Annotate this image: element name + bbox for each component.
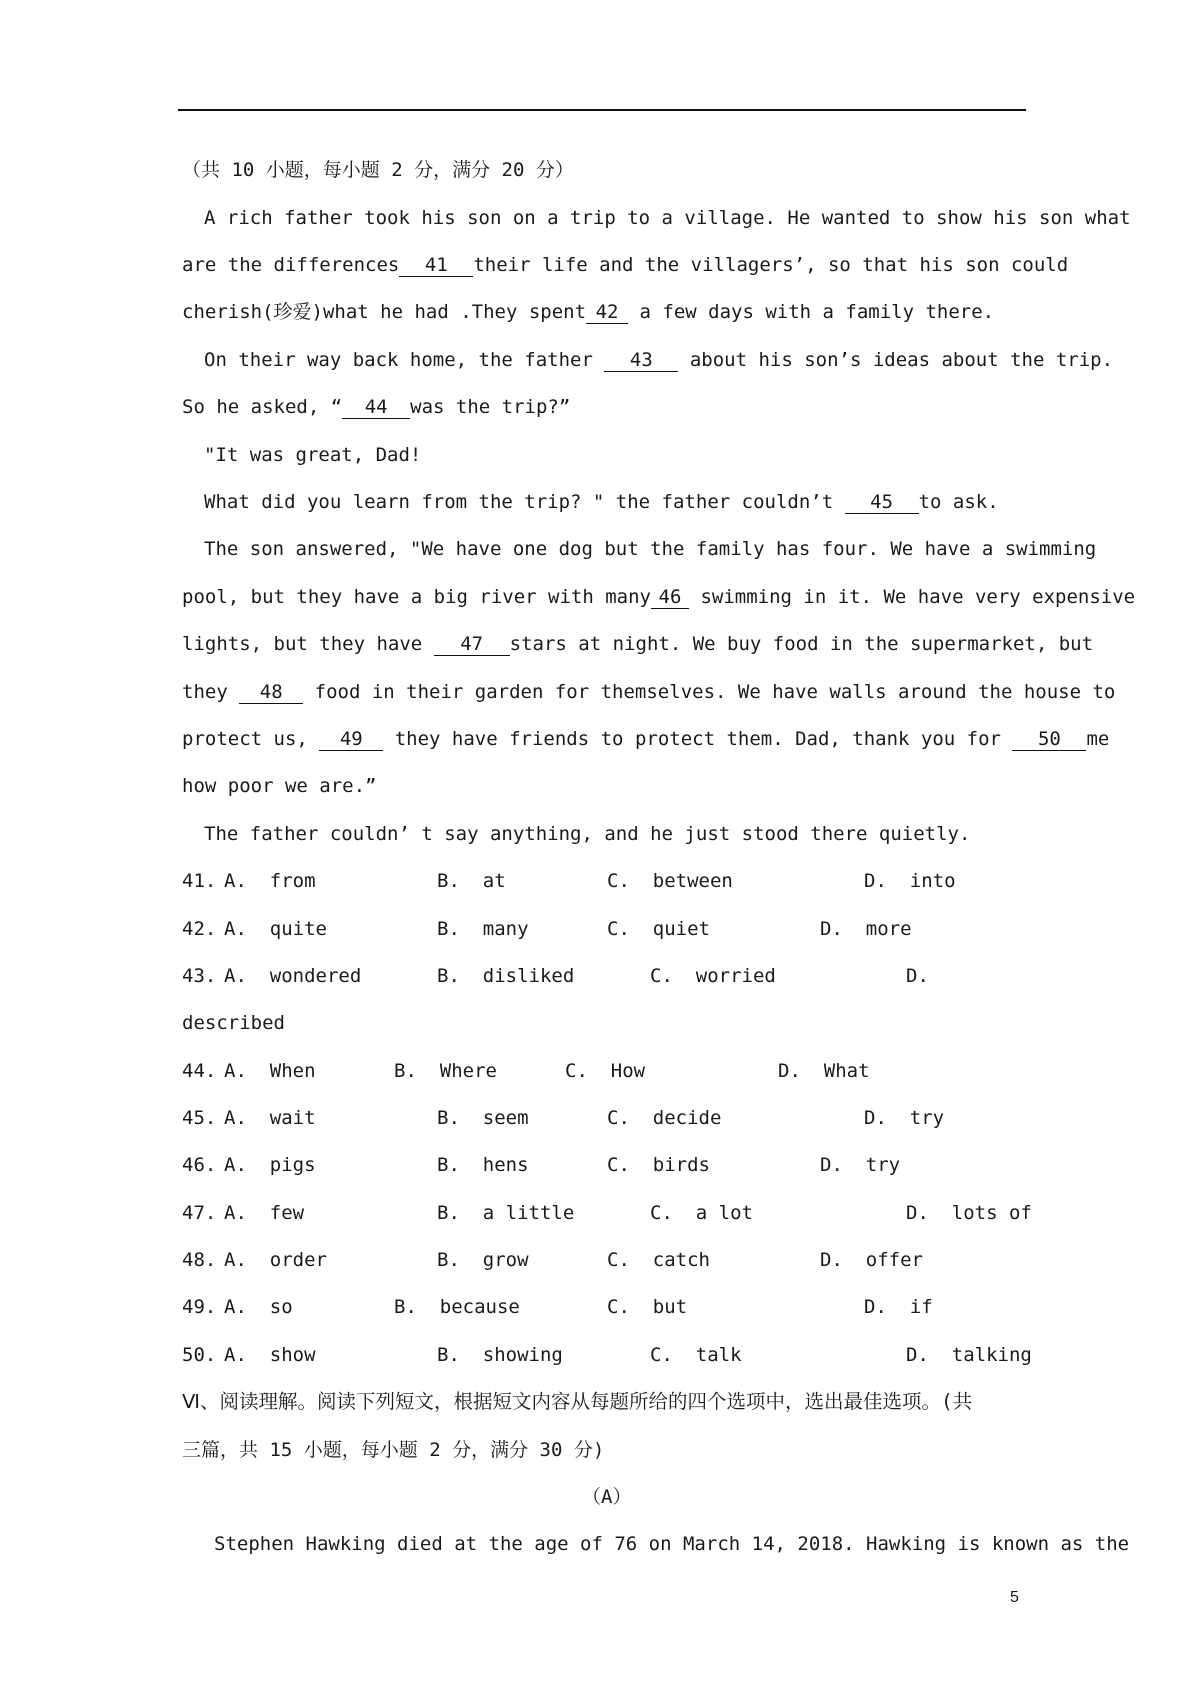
passage-line: pool, but they have a big river with many 46 swimming in it. We have very expensive [182, 586, 1136, 608]
option-d: D. more [820, 918, 912, 940]
page-number: 5 [1010, 1589, 1019, 1606]
option-a: A. few [224, 1202, 305, 1224]
question-number: 42. [182, 918, 217, 940]
option-d: D. try [820, 1154, 901, 1176]
option-c: C. a lot [650, 1202, 753, 1224]
option-d: D. if [864, 1296, 933, 1318]
option-d-continued: described [182, 1012, 285, 1034]
option-c: C. talk [650, 1344, 742, 1366]
header-rule [178, 109, 1026, 111]
question-number: 49. [182, 1296, 217, 1318]
option-c: C. between [607, 870, 733, 892]
question-number: 48. [182, 1249, 217, 1271]
question-number: 46. [182, 1154, 217, 1176]
section-heading: Ⅵ、阅读理解。阅读下列短文，根据短文内容从每题所给的四个选项中，选出最佳选项。(共 [182, 1390, 973, 1413]
passage-line: The son answered, "We have one dog but the family has four. We have a swimming [204, 538, 1097, 560]
passage-line: "It was great, Dad! [204, 444, 422, 466]
passage-line: are the differences 41 their life and the villagers’, so that his son could [182, 254, 1069, 276]
option-b: B. Where [394, 1060, 497, 1082]
blank-43: 43 [604, 349, 678, 372]
question-number: 41. [182, 870, 217, 892]
option-b: B. many [437, 918, 529, 940]
part-label: （A） [582, 1486, 632, 1508]
question-number: 50. [182, 1344, 217, 1366]
passage-line: What did you learn from the trip? " the father couldn’t 45 to ask. [204, 491, 999, 513]
option-d: D. [906, 965, 929, 987]
option-c: C. but [607, 1296, 688, 1318]
blank-50: 50 [1012, 728, 1086, 751]
option-b: B. seem [437, 1107, 529, 1129]
option-b: B. hens [437, 1154, 529, 1176]
option-a: A. When [224, 1060, 316, 1082]
option-b: B. at [437, 870, 506, 892]
blank-48: 48 [239, 681, 303, 704]
question-number: 43. [182, 965, 217, 987]
blank-44: 44 [342, 396, 410, 419]
option-d: D. try [864, 1107, 945, 1129]
passage-line: how poor we are.” [182, 775, 377, 797]
option-c: C. worried [650, 965, 776, 987]
option-b: B. disliked [437, 965, 575, 987]
option-a: A. wait [224, 1107, 316, 1129]
option-c: C. decide [607, 1107, 722, 1129]
blank-41: 41 [399, 254, 473, 277]
option-d: D. offer [820, 1249, 923, 1271]
option-c: C. How [565, 1060, 646, 1082]
passage-line: Stephen Hawking died at the age of 76 on March 14, 2018. Hawking is known as the [214, 1533, 1130, 1555]
blank-45: 45 [845, 491, 919, 514]
option-c: C. quiet [607, 918, 710, 940]
question-number: 47. [182, 1202, 217, 1224]
passage-line: lights, but they have 47 stars at night. We buy food in the supermarket, but [182, 633, 1094, 655]
blank-49: 49 [319, 728, 383, 751]
passage-line: cherish(珍爱)what he had .They spent 42 a few days with a family there. [182, 301, 995, 323]
section-heading-cont: 三篇，共 15 小题，每小题 2 分，满分 30 分) [182, 1439, 605, 1461]
passage-line: protect us, 49 they have friends to protect them. Dad, thank you for 50 me [182, 728, 1110, 750]
option-b: B. grow [437, 1249, 529, 1271]
question-number: 44. [182, 1060, 217, 1082]
option-a: A. wondered [224, 965, 362, 987]
option-c: C. birds [607, 1154, 710, 1176]
passage-line: On their way back home, the father 43 about his son’s ideas about the trip. [204, 349, 1114, 371]
option-d: D. What [778, 1060, 870, 1082]
option-b: B. showing [437, 1344, 563, 1366]
blank-42: 42 [586, 301, 628, 324]
blank-47: 47 [434, 633, 510, 656]
option-b: B. a little [437, 1202, 575, 1224]
option-b: B. because [394, 1296, 520, 1318]
passage-line: A rich father took his son on a trip to a village. He wanted to show his son what [204, 207, 1131, 229]
option-a: A. so [224, 1296, 293, 1318]
option-a: A. order [224, 1249, 327, 1271]
option-a: A. pigs [224, 1154, 316, 1176]
option-d: D. into [864, 870, 956, 892]
option-a: A. quite [224, 918, 327, 940]
passage-line: So he asked, “ 44 was the trip?” [182, 396, 571, 418]
question-number: 45. [182, 1107, 217, 1129]
option-c: C. catch [607, 1249, 710, 1271]
passage-line: they 48 food in their garden for themselves. We have walls around the house to [182, 681, 1116, 703]
option-a: A. show [224, 1344, 316, 1366]
option-d: D. lots of [906, 1202, 1032, 1224]
section-note: （共 10 小题，每小题 2 分，满分 20 分） [182, 159, 574, 181]
blank-46: 46 [651, 586, 689, 609]
option-a: A. from [224, 870, 316, 892]
passage-line: The father couldn’ t say anything, and he just stood there quietly. [204, 823, 971, 845]
option-d: D. talking [906, 1344, 1032, 1366]
